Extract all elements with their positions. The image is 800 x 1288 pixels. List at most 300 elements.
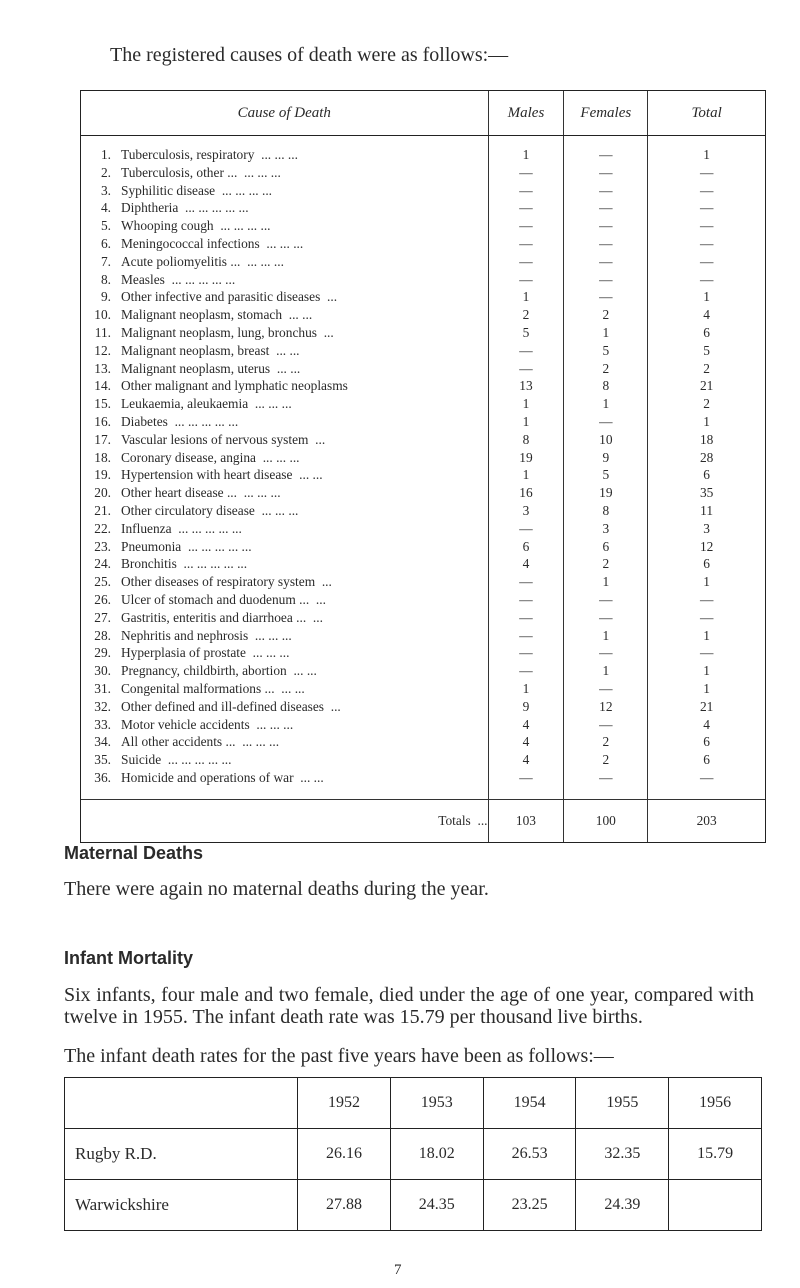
cause-label: Coronary disease, angina [121,449,256,465]
cause-cell [81,253,489,271]
females-cell: 9 [564,449,648,467]
causes-header-row [81,91,766,136]
cause-cell [81,484,489,502]
rates-row [65,1129,762,1180]
cause-cell [81,324,489,342]
table-row [81,324,766,342]
rate-cell: 32.35 [576,1129,669,1180]
females-cell: 5 [564,466,648,484]
table-row [81,377,766,395]
dot-leader: ... ... ... ... ... [178,520,242,536]
cause-cell [81,306,489,324]
row-number: 29. [94,645,111,661]
females-cell: 8 [564,502,648,520]
males-cell: 16 [488,484,564,502]
table-row [81,288,766,306]
cause-cell [81,288,489,306]
table-row [81,449,766,467]
table-row [81,644,766,662]
cause-cell [81,182,489,200]
males-cell: 2 [488,306,564,324]
table-row [81,146,766,164]
total-cell: 21 [648,698,766,716]
dot-leader: ... [315,431,326,447]
page-number: 7 [394,1262,402,1278]
table-row [81,698,766,716]
total-cell: — [648,591,766,609]
year-header: 1954 [483,1078,576,1129]
header-females: Females [564,91,648,136]
dot-leader: ... ... [288,307,313,323]
total-cell: 6 [648,324,766,342]
dot-leader: ... ... ... [266,235,304,251]
cause-label: Malignant neoplasm, stomach [121,307,283,323]
cause-cell [81,217,489,235]
dot-leader: ... ... ... ... ... [167,752,232,768]
cause-label: Vascular lesions of nervous system [121,431,309,447]
cause-cell [81,164,489,182]
cause-label: Tuberculosis, other ... [121,164,238,180]
row-number: 19. [94,467,111,483]
rates-header-row [65,1078,762,1129]
females-cell: 2 [564,306,648,324]
females-cell: — [564,217,648,235]
dot-leader: ... ... ... [254,627,292,643]
cause-label: Other malignant and lymphatic neoplasms [121,378,348,394]
table-row [81,538,766,556]
cause-label: Ulcer of stomach and duodenum ... [121,591,310,607]
row-number: 26. [94,591,111,607]
total-cell: — [648,253,766,271]
causes-table-body [81,136,766,787]
row-number: 1. [100,147,111,162]
cause-label: Other diseases of respiratory system [121,574,316,590]
table-row [81,271,766,289]
row-number: 30. [94,663,111,679]
females-cell: 10 [564,431,648,449]
dot-leader: ... ... ... [262,449,300,465]
rates-intro-text: The infant death rates for the past five years have been as follows:— [64,1045,614,1067]
row-number: 32. [94,698,111,714]
rate-cell [669,1180,762,1231]
cause-cell [81,698,489,716]
females-cell: 2 [564,751,648,769]
rate-cell: 15.79 [669,1129,762,1180]
cause-cell [81,733,489,751]
cause-cell [81,520,489,538]
males-cell: 3 [488,502,564,520]
total-cell: 3 [648,520,766,538]
total-cell: 4 [648,306,766,324]
males-cell: 1 [488,466,564,484]
females-cell: 1 [564,573,648,591]
cause-label: Pregnancy, childbirth, abortion [121,663,287,679]
table-row [81,609,766,627]
total-cell: 11 [648,502,766,520]
dot-leader: ... ... ... [244,164,281,180]
total-cell: 1 [648,288,766,306]
males-cell: — [488,199,564,217]
females-cell: 1 [564,395,648,413]
table-row [81,306,766,324]
rate-cell: 24.35 [390,1180,483,1231]
table-row [81,520,766,538]
females-cell: — [564,271,648,289]
males-cell: — [488,271,564,289]
cause-cell [81,395,489,413]
males-cell: 4 [488,751,564,769]
header-males: Males [488,91,564,136]
males-cell: 1 [488,413,564,431]
table-row [81,431,766,449]
dot-leader: ... ... [276,360,301,376]
males-cell: 8 [488,431,564,449]
cause-label: Homicide and operations of war [121,769,294,785]
row-number: 23. [94,538,111,554]
cause-cell [81,716,489,734]
row-number: 12. [94,342,111,358]
females-cell: 2 [564,733,648,751]
males-cell: — [488,609,564,627]
females-cell: 12 [564,698,648,716]
row-number: 15. [94,396,111,412]
row-number: 36. [94,769,111,785]
dot-leader: ... ... ... [261,147,298,162]
total-cell: 21 [648,377,766,395]
dot-leader: ... [321,574,332,590]
dot-leader: ... [323,324,334,340]
total-cell: 5 [648,342,766,360]
dot-leader: ... ... ... ... ... [183,556,248,572]
total-cell: — [648,182,766,200]
total-cell: — [648,271,766,289]
cause-cell [81,431,489,449]
females-cell: 1 [564,324,648,342]
males-cell: — [488,360,564,378]
dot-leader: ... ... ... [247,253,284,269]
year-header: 1956 [669,1078,762,1129]
row-number: 11. [94,324,111,340]
cause-label: Nephritis and nephrosis [121,627,249,643]
males-cell: — [488,627,564,645]
dot-leader: ... ... ... [252,645,290,661]
dot-leader: ... [312,609,323,625]
males-cell: 6 [488,538,564,556]
row-number: 25. [94,574,111,590]
females-cell: 6 [564,538,648,556]
row-number: 16. [94,413,111,429]
males-cell: — [488,253,564,271]
males-cell: 1 [488,146,564,164]
cause-label: Congenital malformations ... [121,680,275,696]
region-label: Rugby R.D. [65,1129,298,1180]
cause-cell [81,342,489,360]
cause-label: Suicide [121,752,162,768]
total-cell: 1 [648,680,766,698]
males-cell: 4 [488,733,564,751]
total-cell: — [648,644,766,662]
cause-cell [81,360,489,378]
maternal-deaths-heading: Maternal Deaths [64,843,204,863]
cause-label: Diabetes [121,413,168,429]
females-cell: — [564,146,648,164]
table-row [81,733,766,751]
cause-label: Gastritis, enteritis and diarrhoea ... [121,609,307,625]
females-cell: 8 [564,377,648,395]
females-cell: 2 [564,555,648,573]
row-number: 10. [94,307,111,323]
header-total: Total [648,91,766,136]
cause-cell [81,413,489,431]
females-cell: — [564,199,648,217]
row-number: 20. [94,485,111,501]
table-row [81,591,766,609]
males-cell: — [488,342,564,360]
maternal-deaths-text: There were again no maternal deaths during the year. [64,878,489,900]
dot-leader: ... ... ... ... ... [174,413,239,429]
row-number: 13. [94,360,111,376]
row-number: 9. [100,289,111,305]
cause-cell [81,627,489,645]
dot-leader: ... ... [281,680,305,696]
table-row [81,484,766,502]
males-cell: 4 [488,716,564,734]
row-number: 21. [94,502,111,518]
cause-cell [81,680,489,698]
males-cell: 1 [488,288,564,306]
cause-cell [81,662,489,680]
row-number: 28. [94,627,111,643]
cause-cell [81,449,489,467]
total-cell: — [648,199,766,217]
females-cell: 1 [564,662,648,680]
males-cell: — [488,662,564,680]
table-row [81,680,766,698]
cause-cell [81,591,489,609]
females-cell: 19 [564,484,648,502]
cause-label: Malignant neoplasm, uterus [121,360,271,376]
row-number: 3. [100,182,111,198]
total-cell: 6 [648,733,766,751]
cause-cell [81,538,489,556]
cause-label: Other defined and ill-defined diseases [121,698,325,714]
rates-corner-cell [65,1078,298,1129]
total-cell: 1 [648,413,766,431]
males-cell: 9 [488,698,564,716]
row-number: 7. [100,253,111,269]
cause-label: Hyperplasia of prostate [121,645,246,661]
males-cell: — [488,164,564,182]
dot-leader: ... ... ... ... [220,218,271,234]
males-cell: 5 [488,324,564,342]
dot-leader: ... ... ... [242,734,280,750]
table-row [81,502,766,520]
females-cell: — [564,288,648,306]
females-cell: — [564,591,648,609]
dot-leader: ... ... ... ... ... [171,271,236,287]
infant-mortality-text: Six infants, four male and two female, died under the age of one year, compared with twelve in 1955. The infant death rate was 15.79 per thousand live births. [64,984,754,1028]
table-row [81,413,766,431]
males-cell: 4 [488,555,564,573]
year-header: 1955 [576,1078,669,1129]
causes-of-death-table [80,90,766,843]
males-cell: 1 [488,395,564,413]
dot-leader: ... ... [300,769,324,785]
cause-cell [81,235,489,253]
table-row [81,217,766,235]
males-cell: 1 [488,680,564,698]
totals-total: 203 [648,799,766,842]
row-number: 2. [100,164,111,180]
table-row [81,662,766,680]
cause-cell [81,609,489,627]
total-cell: 6 [648,555,766,573]
cause-label: Bronchitis [121,556,177,572]
row-number: 34. [94,734,111,750]
row-number: 8. [100,271,111,287]
cause-label: Meningococcal infections [121,235,260,251]
table-row [81,751,766,769]
dot-leader: ... [327,289,338,305]
dot-leader: ... ... [293,663,317,679]
rate-cell: 26.16 [298,1129,391,1180]
cause-label: Influenza [121,520,172,536]
total-cell: 28 [648,449,766,467]
table-row [81,573,766,591]
males-cell: 19 [488,449,564,467]
total-cell: — [648,769,766,787]
rate-cell: 26.53 [483,1129,576,1180]
rates-table-body [65,1078,762,1231]
header-cause: Cause of Death [81,91,489,136]
cause-label: Malignant neoplasm, breast [121,342,270,358]
table-row [81,164,766,182]
row-number: 14. [94,378,111,394]
cause-cell [81,769,489,787]
dot-leader: ... ... [299,467,323,483]
row-number: 6. [100,235,111,251]
females-cell: — [564,182,648,200]
rate-cell: 27.88 [298,1180,391,1231]
cause-cell [81,644,489,662]
infant-death-rates-table [64,1077,762,1231]
table-row [81,555,766,573]
row-number: 24. [94,556,111,572]
dot-leader: ... ... ... [256,716,294,732]
total-cell: 6 [648,466,766,484]
total-cell: 35 [648,484,766,502]
cause-cell [81,146,489,164]
total-cell: — [648,235,766,253]
males-cell: — [488,573,564,591]
table-row [81,769,766,787]
table-row [81,199,766,217]
males-cell: — [488,591,564,609]
row-number: 18. [94,449,111,465]
total-cell: 1 [648,662,766,680]
cause-cell [81,555,489,573]
row-number: 5. [100,218,111,234]
females-cell: — [564,413,648,431]
intro-text: The registered causes of death were as follows:— [110,44,509,66]
males-cell: — [488,217,564,235]
dot-leader: ... ... ... ... ... [184,200,249,216]
row-number: 22. [94,520,111,536]
table-row [81,235,766,253]
year-header: 1952 [298,1078,391,1129]
total-cell: 4 [648,716,766,734]
females-cell: — [564,716,648,734]
females-cell: — [564,680,648,698]
cause-label: Syphilitic disease [121,182,216,198]
males-cell: — [488,769,564,787]
dot-leader: ... ... [276,342,300,358]
males-cell: 13 [488,377,564,395]
total-cell: 18 [648,431,766,449]
females-cell: 1 [564,627,648,645]
cause-label: Other infective and parasitic diseases [121,289,321,305]
cause-cell [81,466,489,484]
row-number: 35. [94,752,111,768]
rate-cell: 24.39 [576,1180,669,1231]
totals-females: 100 [564,799,648,842]
cause-label: Pneumonia [121,538,182,554]
rate-cell: 18.02 [390,1129,483,1180]
dot-leader: ... [315,591,326,607]
cause-label: Malignant neoplasm, lung, bronchus [121,324,317,340]
total-cell: 2 [648,360,766,378]
year-header: 1953 [390,1078,483,1129]
dot-leader: ... ... ... ... ... [187,538,252,554]
dot-leader: ... ... ... [243,485,281,501]
table-row [81,627,766,645]
total-cell: 2 [648,395,766,413]
total-cell: 1 [648,146,766,164]
cause-label: Other heart disease ... [121,485,238,501]
totals-label: Totals ... [81,799,489,842]
row-number: 27. [94,609,111,625]
total-cell: — [648,609,766,627]
row-number: 33. [94,716,111,732]
rate-cell: 23.25 [483,1180,576,1231]
females-cell: 2 [564,360,648,378]
cause-label: Leukaemia, aleukaemia [121,396,249,412]
cause-cell [81,573,489,591]
total-cell: 6 [648,751,766,769]
table-row [81,360,766,378]
table-row [81,716,766,734]
cause-label: Motor vehicle accidents [121,716,250,732]
cause-cell [81,751,489,769]
males-cell: — [488,520,564,538]
total-cell: — [648,217,766,235]
total-cell: — [648,164,766,182]
table-row [81,342,766,360]
cause-cell [81,502,489,520]
males-cell: — [488,235,564,253]
totals-row [81,799,766,842]
cause-label: Hypertension with heart disease [121,467,293,483]
males-cell: — [488,644,564,662]
cause-label: Diphtheria [121,200,179,216]
table-row [81,466,766,484]
cause-label: Measles [121,271,165,287]
females-cell: — [564,769,648,787]
total-cell: 12 [648,538,766,556]
row-number: 17. [94,431,111,447]
cause-cell [81,377,489,395]
cause-label: Other circulatory disease [121,502,255,518]
